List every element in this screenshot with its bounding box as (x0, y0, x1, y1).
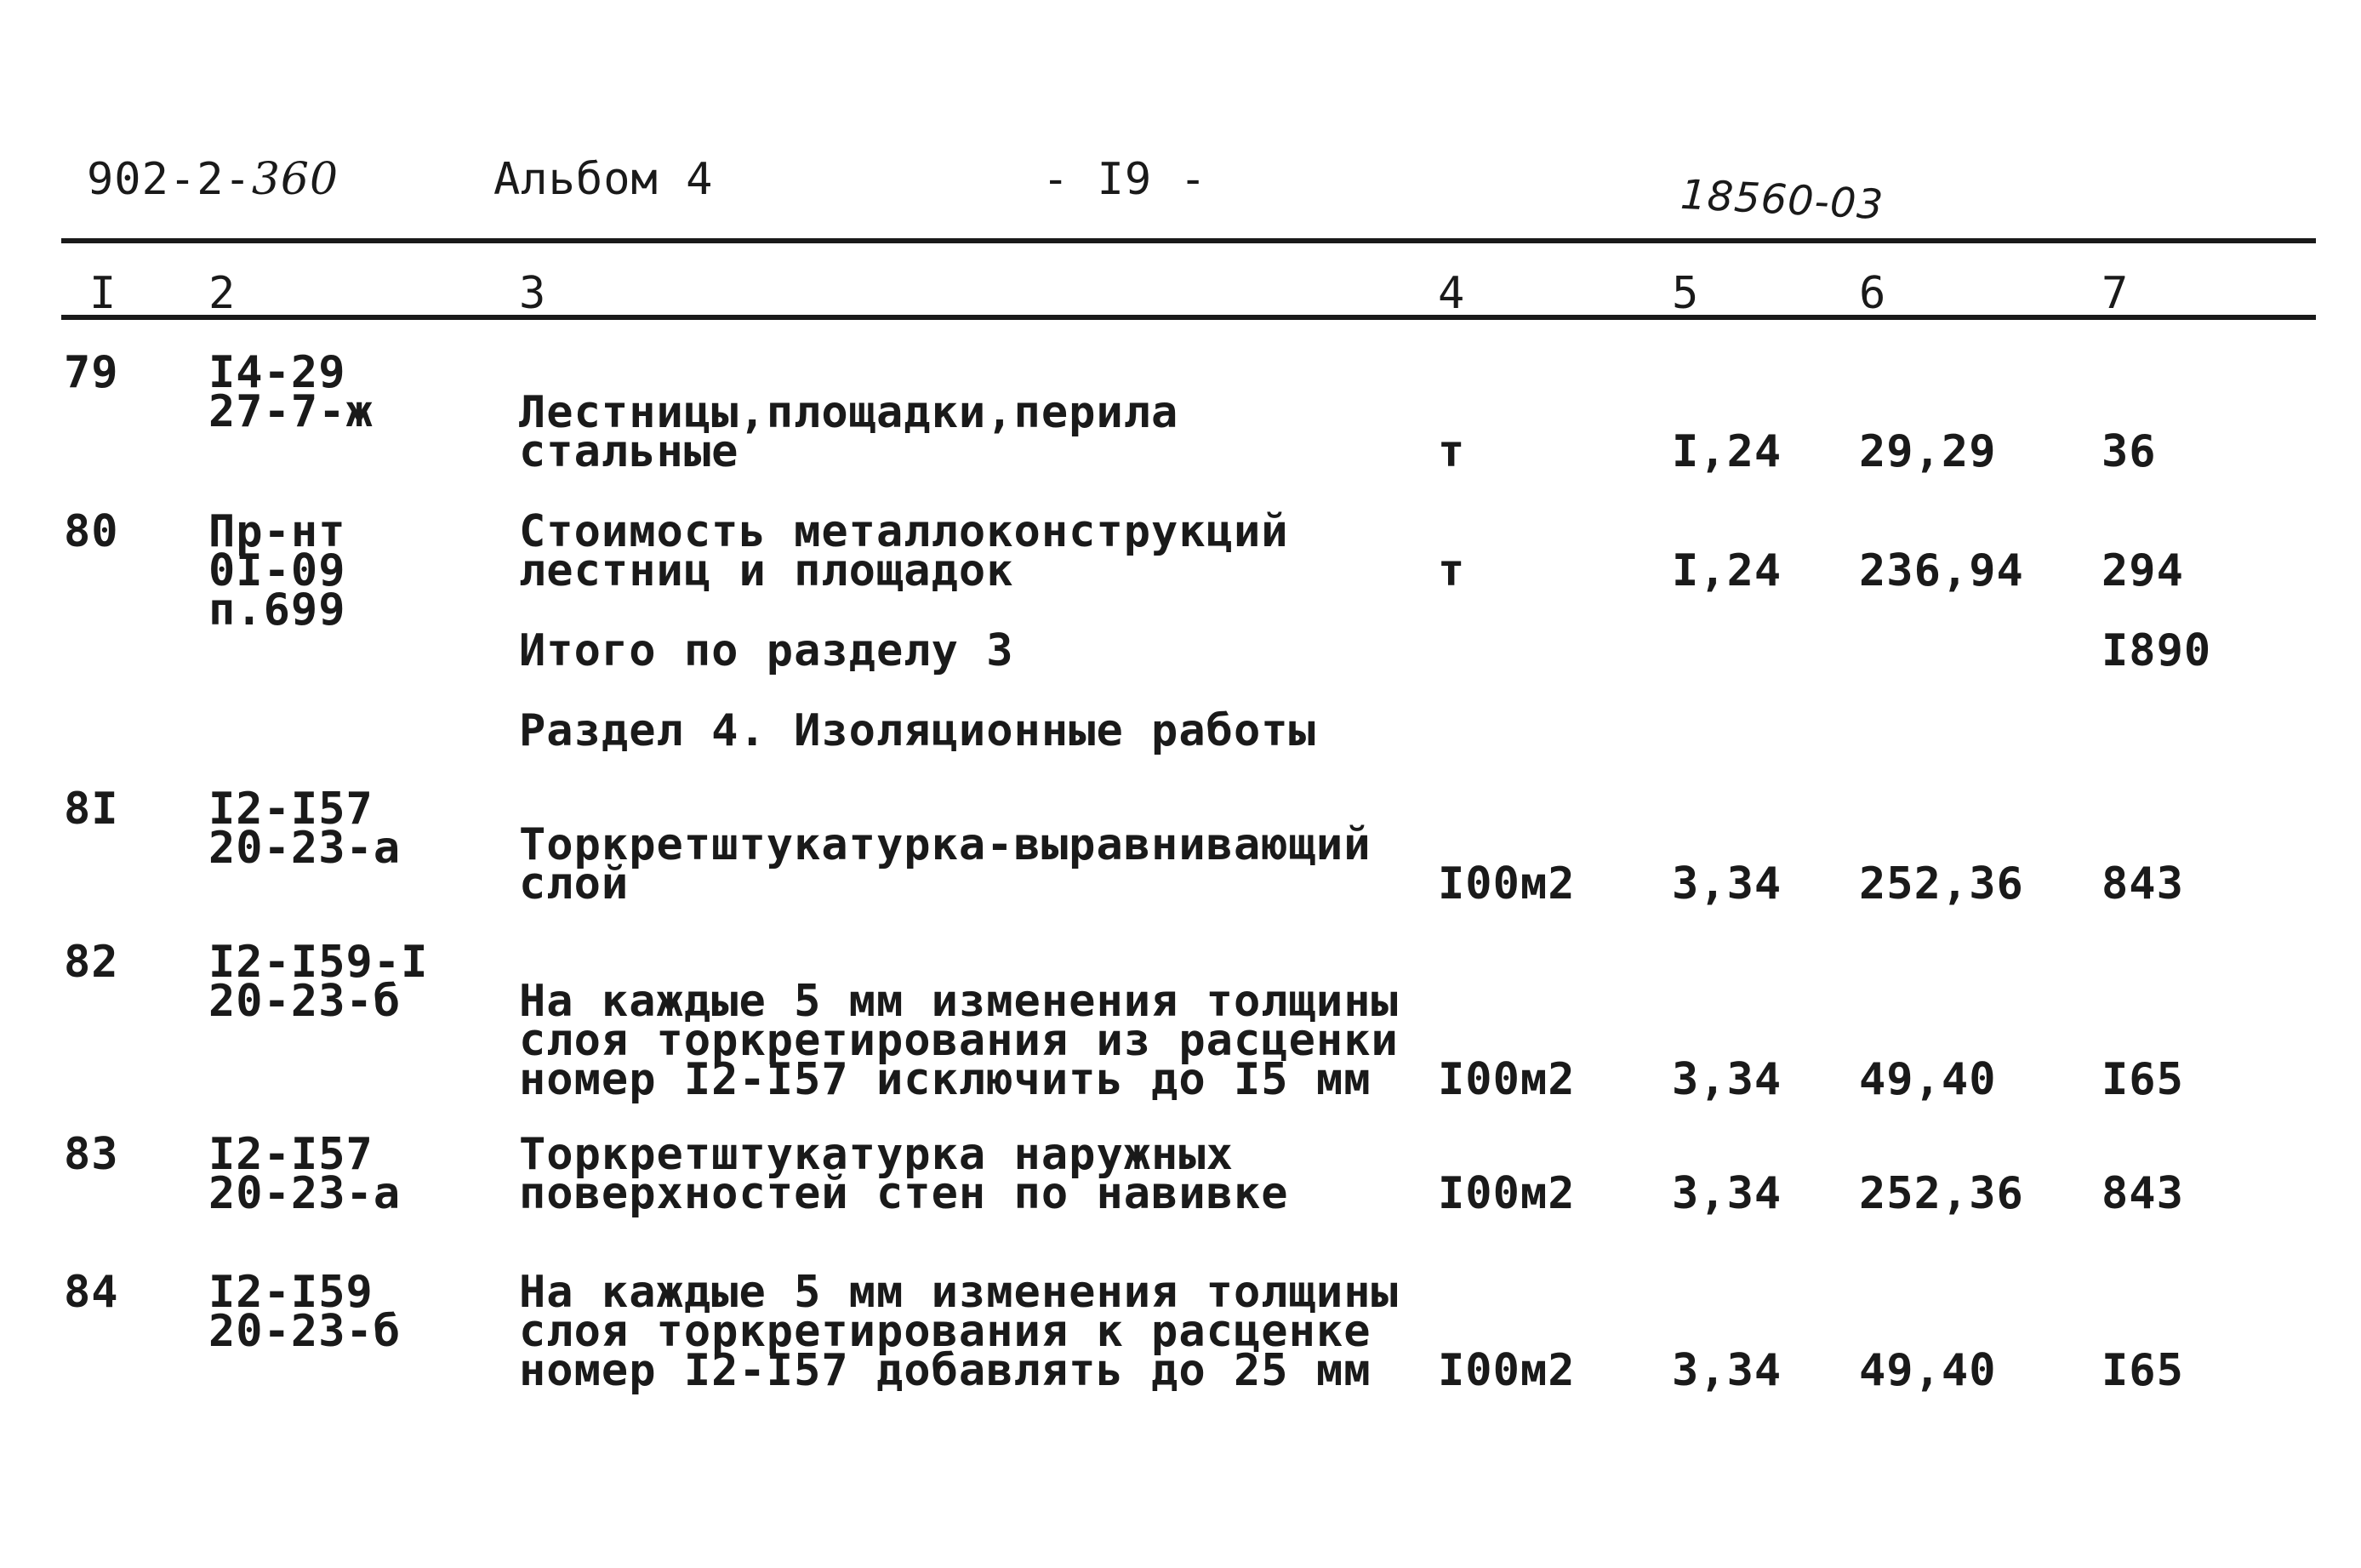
row-code-line: 27-7-ж (208, 386, 374, 437)
row-total: 36 (2102, 426, 2157, 477)
header-rule-bottom (61, 315, 2316, 320)
album-label: Альбом 4 (493, 154, 714, 205)
row-number: 82 (64, 937, 119, 988)
doc-code-prefix: 902-2- (87, 154, 252, 205)
col-header-7: 7 (2102, 268, 2130, 319)
row-code-line: Пр-нт (208, 506, 346, 557)
row-price: 49,40 (1859, 1345, 1997, 1396)
row-price: 252,36 (1859, 858, 2024, 909)
row-unit: I00м2 (1438, 1168, 1576, 1219)
row-description-line: Торкретштукатурка наружных (519, 1129, 1234, 1180)
row-price: 29,29 (1859, 426, 1997, 477)
section-title: Раздел 4. Изоляционные работы (519, 705, 1316, 756)
row-description-line: номер I2-I57 добавлять до 25 мм (519, 1345, 1372, 1396)
col-header-5: 5 (1672, 268, 1700, 319)
page-number: - I9 - (1042, 154, 1207, 205)
row-code-line: I4-29 (208, 347, 346, 398)
row-code (208, 1267, 402, 1357)
row-code-line: I2-I59-I (208, 937, 429, 988)
row-number: 84 (64, 1267, 119, 1318)
row-description (519, 506, 1289, 596)
row-code-line: I2-I59 (208, 1267, 374, 1318)
row-quantity: 3,34 (1672, 858, 1782, 909)
row-description-line: Торкретштукатурка-выравнивающий (519, 819, 1372, 870)
row-code-line: I2-I57 (208, 1129, 374, 1180)
col-header-3: 3 (519, 268, 547, 319)
row-price: 236,94 (1859, 545, 2024, 596)
row-total: 843 (2102, 1168, 2184, 1219)
row-description-line: поверхностей стен по навивке (519, 1168, 1289, 1219)
row-number: 79 (64, 347, 119, 398)
handwritten-stamp-number: 18560-03 (1679, 170, 1885, 230)
row-unit: т (1438, 545, 1466, 596)
col-header-1: I (89, 268, 117, 319)
row-number: 8I (64, 784, 119, 835)
row-description-line: Стоимость металлоконструкций (519, 506, 1289, 557)
col-header-4: 4 (1438, 268, 1466, 319)
col-header-2: 2 (208, 268, 237, 319)
row-price: 252,36 (1859, 1168, 2024, 1219)
row-code (208, 784, 402, 874)
row-unit: т (1438, 426, 1466, 477)
row-description-line: слой (519, 858, 630, 909)
row-description-line: лестниц и площадок (519, 545, 1014, 596)
row-description-line: слоя торкретирования к расценке (519, 1306, 1372, 1357)
doc-code-suffix: 360 (251, 154, 339, 205)
row-total: I65 (2102, 1345, 2184, 1396)
row-description-line: слоя торкретирования из расценки (519, 1015, 1399, 1066)
row-description-line: На каждые 5 мм изменения толщины (519, 1267, 1399, 1318)
row-total: 843 (2102, 858, 2184, 909)
row-description-line: На каждые 5 мм изменения толщины (519, 976, 1399, 1027)
row-number: 80 (64, 506, 119, 557)
row-description (519, 976, 1399, 1105)
row-code-line: п.699 (208, 584, 346, 636)
row-quantity: I,24 (1672, 545, 1782, 596)
row-quantity: 3,34 (1672, 1168, 1782, 1219)
row-total: 294 (2102, 545, 2184, 596)
row-code (208, 506, 346, 636)
row-description-line: стальные (519, 426, 739, 477)
row-description (519, 1129, 1289, 1219)
row-description-line: Лестницы,площадки,перила (519, 387, 1179, 438)
row-code-line: 20-23-а (208, 1168, 402, 1219)
row-description-line: номер I2-I57 исключить до I5 мм (519, 1054, 1372, 1105)
row-quantity: 3,34 (1672, 1054, 1782, 1105)
doc-code (87, 154, 339, 205)
row-code (208, 347, 374, 437)
subtotal-value: I890 (2102, 625, 2212, 676)
row-code-line: 20-23-б (208, 1306, 402, 1357)
row-unit: I00м2 (1438, 1345, 1576, 1396)
row-code-line: 20-23-а (208, 823, 402, 874)
row-code-line: 20-23-б (208, 976, 402, 1027)
row-quantity: 3,34 (1672, 1345, 1782, 1396)
row-description (519, 819, 1372, 909)
row-unit: I00м2 (1438, 1054, 1576, 1105)
row-quantity: I,24 (1672, 426, 1782, 477)
header-rule-top (61, 238, 2316, 243)
row-description (519, 1267, 1399, 1396)
subtotal-label: Итого по разделу 3 (519, 625, 1014, 676)
row-price: 49,40 (1859, 1054, 1997, 1105)
row-total: I65 (2102, 1054, 2184, 1105)
row-unit: I00м2 (1438, 858, 1576, 909)
row-code (208, 1129, 402, 1219)
row-number: 83 (64, 1129, 119, 1180)
row-code-line: 0I-09 (208, 545, 346, 596)
row-code-line: I2-I57 (208, 784, 374, 835)
row-description (519, 387, 1179, 477)
row-code (208, 937, 429, 1027)
col-header-6: 6 (1859, 268, 1887, 319)
